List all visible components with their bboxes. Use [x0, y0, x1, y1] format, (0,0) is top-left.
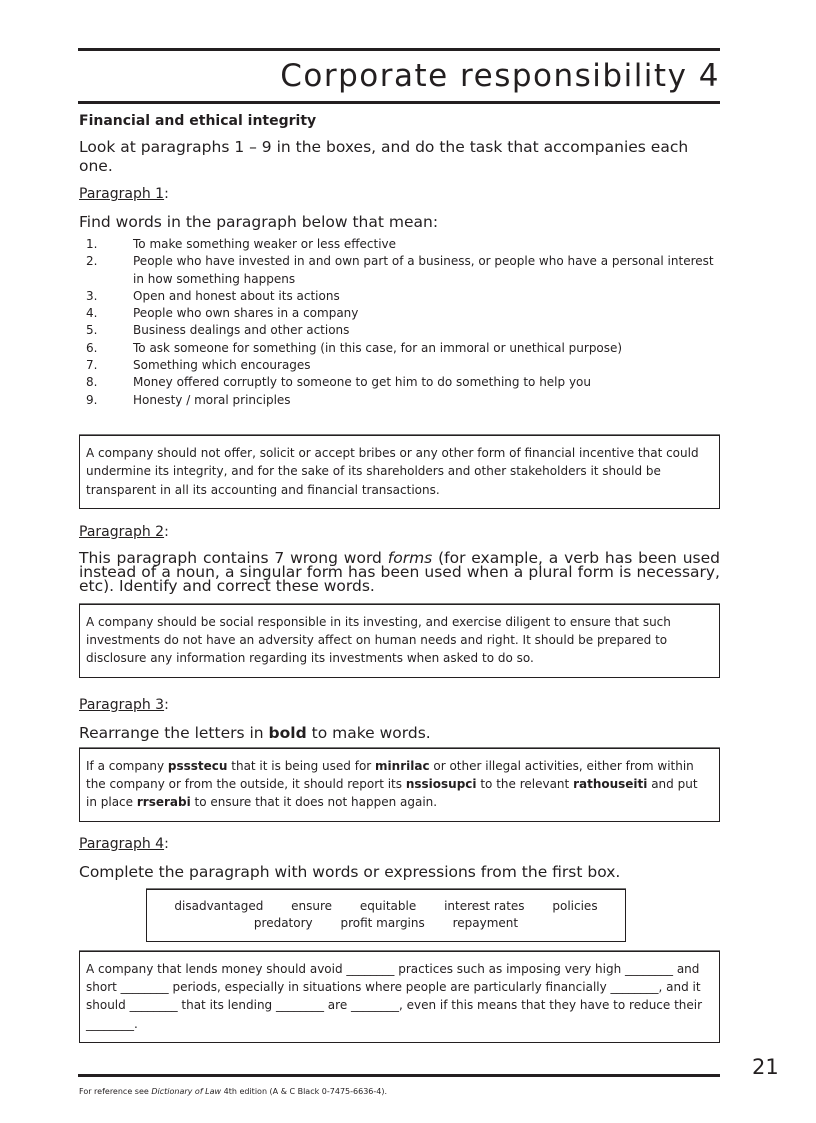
paragraph-4-box: A company that lends money should avoid ________ practices such as imposing very high ________ and short ________ periods, especially in situations where people are particularly financially ________, and it should ________ that its lending ________ are ________, even if this means that they have to reduce their ________. [79, 951, 720, 1043]
paragraph-1-instruction: Find words in the paragraph below that mean: [79, 213, 439, 231]
list-item: 1. To make something weaker or less effective [86, 237, 397, 251]
section-intro: Look at paragraphs 1 – 9 in the boxes, and do the task that accompanies each one. [79, 138, 689, 175]
definition-list [79, 236, 720, 409]
word-bank-item: repayment [452, 915, 519, 930]
top-rule [78, 48, 720, 51]
paragraph-2-instruction: This paragraph contains 7 wrong word forms (for example, a verb has been used instead of a noun, a singular form has been used when a plural form is necessary, etc). Identify and correct these words. [79, 548, 720, 595]
paragraph-1-box: A company should not offer, solicit or accept bribes or any other form of financial incentive that could undermine its integrity, and for the sake of its shareholders and other stakeholders it should be transparent in all its accounting and financial transactions. [79, 435, 720, 509]
paragraph-3-box: If a company pssstecu that it is being used for minrilac or other illegal activities, either from within the company or from the outside, it should report its nssiosupci to the relevant rathouseiti and put in place rrserabi to ensure that it does not happen again. [79, 748, 720, 822]
paragraph-3-instruction: Rearrange the letters in bold to make words. [79, 723, 431, 742]
word-bank-item: policies [552, 898, 598, 913]
paragraph-4-label: Paragraph 4: [79, 835, 169, 852]
section-heading: Financial and ethical integrity [79, 113, 317, 129]
word-bank-row [147, 898, 625, 915]
list-item: 4. People who own shares in a company [86, 306, 359, 321]
word-bank-item: equitable [359, 898, 417, 913]
list-item: 9. Honesty / moral principles [86, 392, 291, 407]
word-bank-item: predatory [253, 915, 313, 930]
bottom-rule [78, 1074, 720, 1077]
page-number: 21 [752, 1055, 779, 1079]
word-bank-item: profit margins [340, 915, 425, 930]
word-bank-box [146, 889, 626, 942]
list-item: 5. Business dealings and other actions [86, 323, 350, 338]
paragraph-3-label: Paragraph 3: [79, 696, 169, 713]
word-bank-item: disadvantaged [174, 898, 264, 913]
word-bank-row [147, 915, 625, 932]
list-item: 7. Something which encourages [86, 358, 311, 373]
word-bank-item: ensure [291, 898, 333, 913]
paragraph-1-label: Paragraph 1: [79, 186, 169, 202]
paragraph-2-box: A company should be social responsible in its investing, and exercise diligent to ensure that such investments do not have an adversity affect on human needs and right. It should be prepared to disclosure any information regarding its investments when asked to do so. [79, 604, 720, 678]
list-item: 2. People who have invested in and own part of a business, or people who have a personal interest in how something happens [86, 254, 714, 286]
word-bank-item: interest rates [444, 898, 525, 913]
worksheet-content [79, 112, 720, 1043]
paragraph-2-label: Paragraph 2: [79, 523, 169, 540]
paragraph-4-instruction: Complete the paragraph with words or expressions from the first box. [79, 862, 621, 881]
list-item: 3. Open and honest about its actions [86, 288, 340, 303]
list-item: 6. To ask someone for something (in this case, for an immoral or unethical purpose) [86, 340, 623, 355]
title-rule [78, 101, 720, 104]
footer-reference: For reference see Dictionary of Law 4th edition (A & C Black 0-7475-6636-4). [79, 1087, 388, 1096]
page-title: Corporate responsibility 4 [280, 58, 720, 94]
list-item: 8. Money offered corruptly to someone to get him to do something to help you [86, 375, 591, 390]
